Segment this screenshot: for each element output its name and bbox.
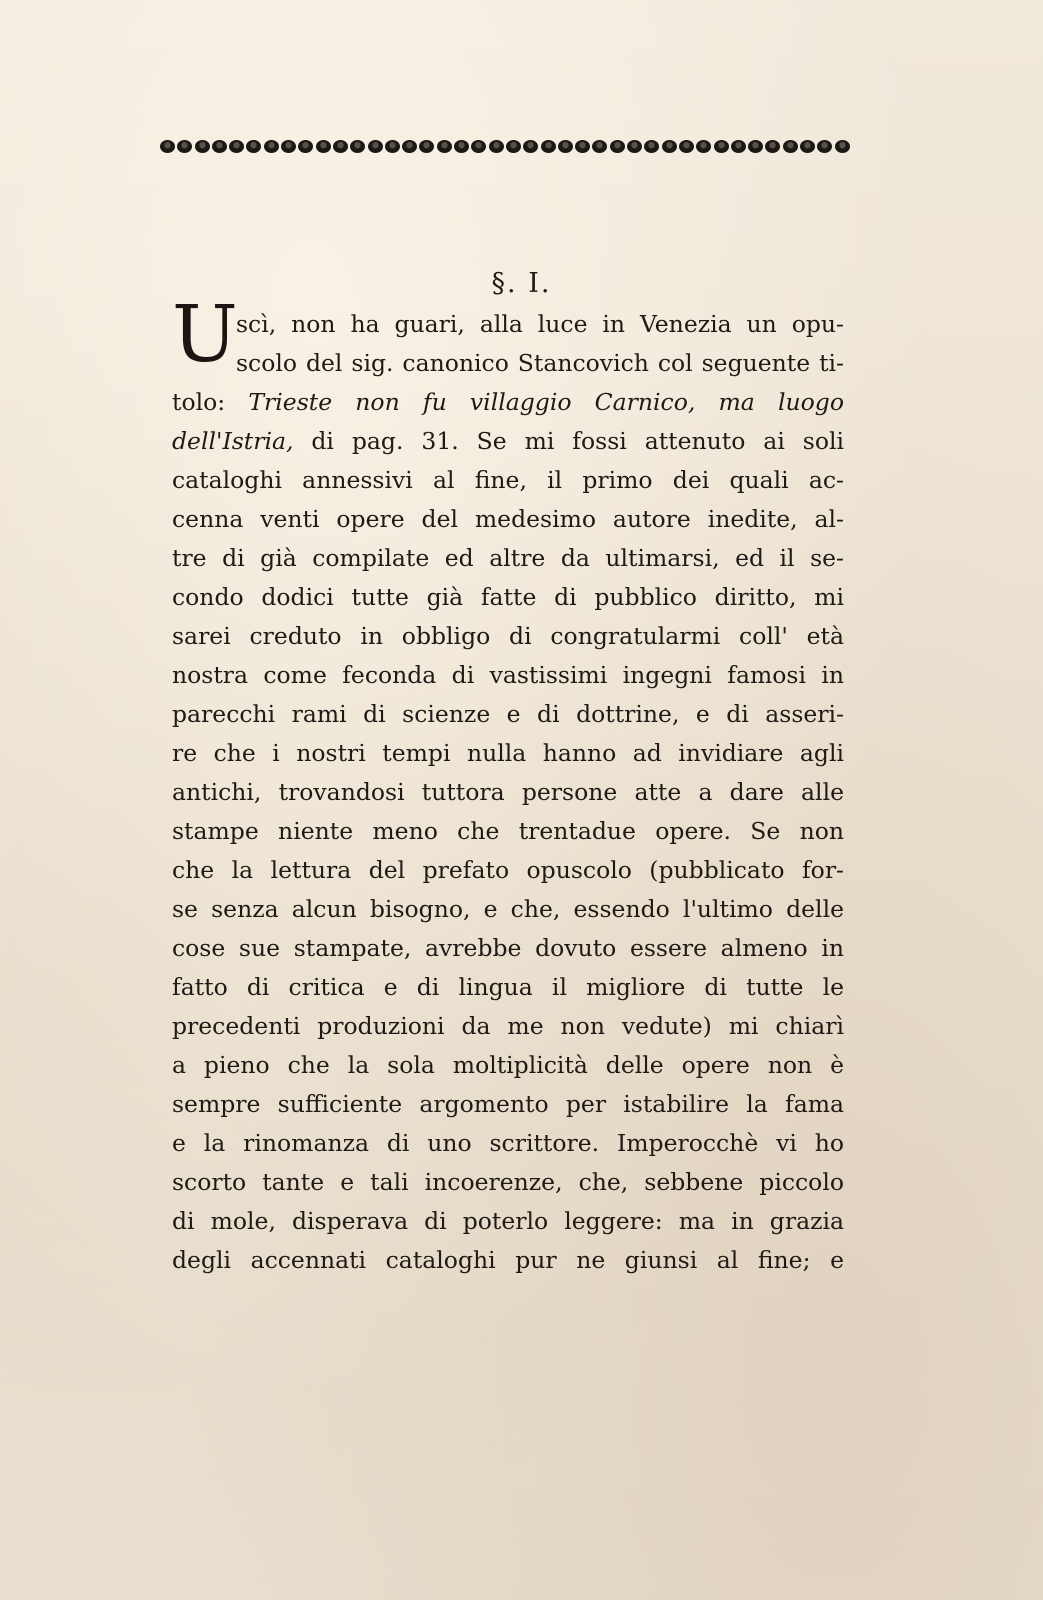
ornament-dot xyxy=(385,140,400,153)
text-line-25: degli accennati cataloghi pur ne giunsi al fine; e xyxy=(172,1246,844,1274)
text-line-5: cataloghi annessivi al fine, il primo dei quali ac- xyxy=(172,466,844,494)
ornament-dot xyxy=(506,140,521,153)
text-line-6: cenna venti opere del medesimo autore inedite, al- xyxy=(172,505,844,533)
ornament-dot xyxy=(350,140,365,153)
text-line-16: se senza alcun bisogno, e che, essendo l'ultimo delle xyxy=(172,895,844,923)
text-line-17: cose sue stampate, avrebbe dovuto essere almeno in xyxy=(172,934,844,962)
text-line-10: nostra come feconda di vastissimi ingegni famosi in xyxy=(172,661,844,689)
text-line-20: a pieno che la sola moltiplicità delle opere non è xyxy=(172,1051,844,1079)
text-line-15: che la lettura del prefato opuscolo (pubblicato for- xyxy=(172,856,844,884)
drop-cap: U xyxy=(172,290,238,380)
ornament-dot xyxy=(835,140,850,153)
text-line-12: re che i nostri tempi nulla hanno ad invidiare agli xyxy=(172,739,844,767)
text-line-4 xyxy=(172,422,844,461)
text-line-7: tre di già compilate ed altre da ultimarsi, ed il se- xyxy=(172,544,844,572)
line-4-text: di pag. 31. Se mi fossi attenuto ai soli xyxy=(293,427,844,455)
ornament-dot xyxy=(177,140,192,153)
ornament-dot xyxy=(783,140,798,153)
ornament-dot xyxy=(610,140,625,153)
ornament-dot xyxy=(195,140,210,153)
ornament-dot xyxy=(644,140,659,153)
ornament-dot xyxy=(281,140,296,153)
text-line-8: condo dodici tutte già fatte di pubblico diritto, mi xyxy=(172,583,844,611)
ornament-dot xyxy=(298,140,313,153)
ornament-dot xyxy=(800,140,815,153)
ornament-dot xyxy=(402,140,417,153)
ornament-dot xyxy=(662,140,677,153)
ornament-dot xyxy=(264,140,279,153)
italic-title-part2: dell'Istria, xyxy=(172,427,294,455)
ornament-dot xyxy=(454,140,469,153)
ornament-dot xyxy=(731,140,746,153)
ornament-dot xyxy=(419,140,434,153)
ornament-dot xyxy=(246,140,261,153)
ornament-dot xyxy=(212,140,227,153)
ornament-dot xyxy=(592,140,607,153)
text-line-22: e la rinomanza di uno scrittore. Imperocchè vi ho xyxy=(172,1129,844,1157)
ornament-dot xyxy=(333,140,348,153)
text-line-11: parecchi rami di scienze e di dottrine, e di asseri- xyxy=(172,700,844,728)
text-line-9: sarei creduto in obbligo di congratularmi coll' età xyxy=(172,622,844,650)
ornament-dot xyxy=(558,140,573,153)
ornament-dot xyxy=(471,140,486,153)
ornament-dot xyxy=(679,140,694,153)
ornament-dot xyxy=(748,140,763,153)
ornament-dot xyxy=(160,140,175,153)
ornament-dot xyxy=(817,140,832,153)
text-line-13: antichi, trovandosi tuttora persone atte a dare alle xyxy=(172,778,844,806)
text-line-3 xyxy=(172,383,844,422)
ornament-dot xyxy=(229,140,244,153)
text-line-23: scorto tante e tali incoerenze, che, sebbene piccolo xyxy=(172,1168,844,1196)
line-1-text: scì, non ha guari, alla luce in Venezia un opu- xyxy=(236,310,844,338)
line-3-text: tolo: xyxy=(172,388,249,416)
text-line-18: fatto di critica e di lingua il migliore di tutte le xyxy=(172,973,844,1001)
ornament-dot xyxy=(316,140,331,153)
text-line-19: precedenti produzioni da me non vedute) mi chiarì xyxy=(172,1012,844,1040)
text-line-14: stampe niente meno che trentadue opere. Se non xyxy=(172,817,844,845)
section-heading: §. I. xyxy=(491,268,552,299)
ornament-dot xyxy=(541,140,556,153)
text-line-24: di mole, disperava di poterlo leggere: ma in grazia xyxy=(172,1207,844,1235)
italic-title-part1: Trieste non fu villaggio Carnico, ma luogo xyxy=(248,388,844,416)
ornament-dot xyxy=(696,140,711,153)
ornamental-rule xyxy=(160,136,850,156)
text-line-21: sempre sufficiente argomento per istabilire la fama xyxy=(172,1090,844,1118)
ornament-dot xyxy=(489,140,504,153)
text-line-2: scolo del sig. canonico Stancovich col seguente ti- xyxy=(236,349,844,377)
ornament-dot xyxy=(627,140,642,153)
ornament-dot xyxy=(368,140,383,153)
ornament-dot xyxy=(765,140,780,153)
ornament-dot xyxy=(575,140,590,153)
ornament-dot xyxy=(714,140,729,153)
body-text xyxy=(172,290,844,1280)
ornament-dot xyxy=(523,140,538,153)
ornament-dot xyxy=(437,140,452,153)
